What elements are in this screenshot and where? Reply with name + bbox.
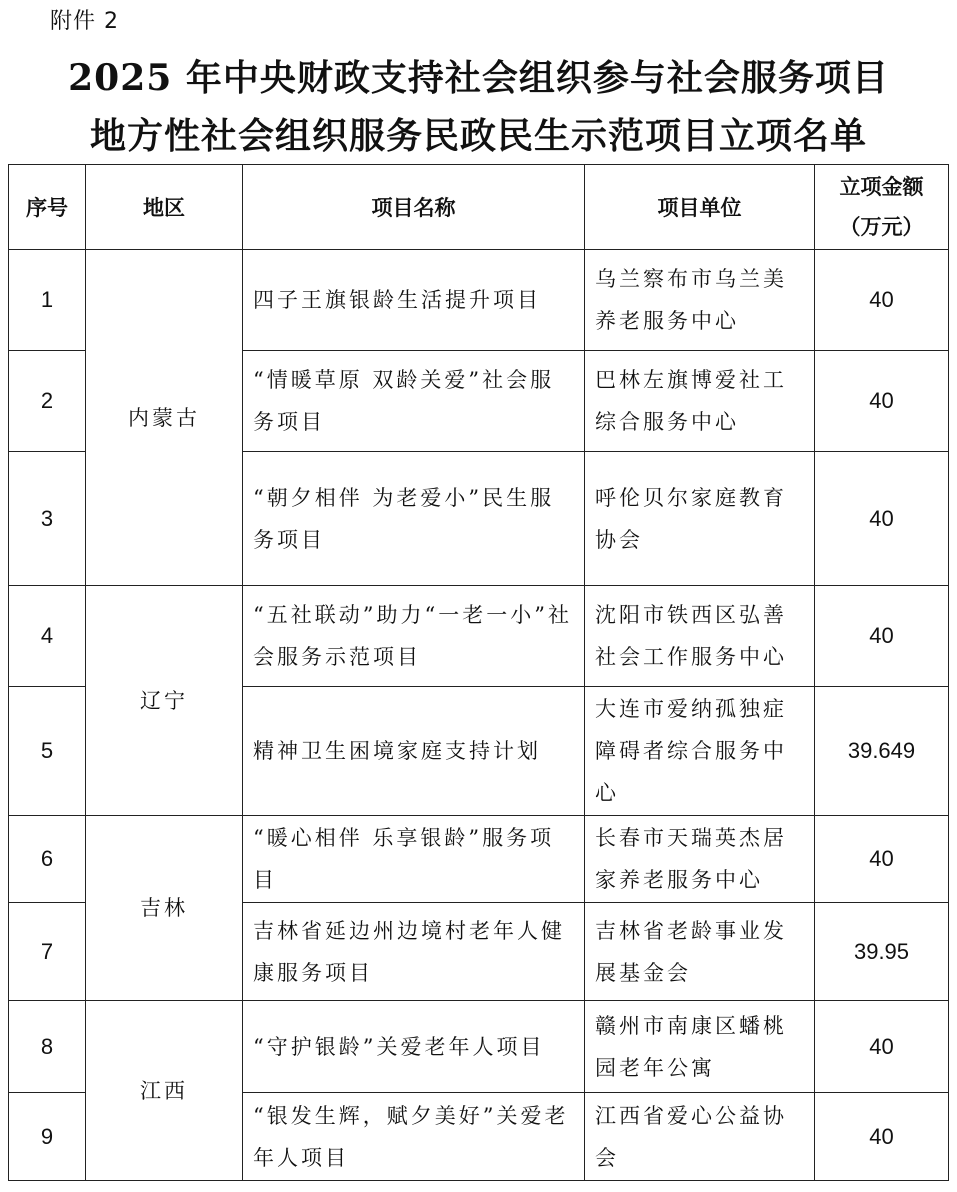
header-region: 地区 <box>86 165 243 250</box>
amount-cell: 40 <box>815 586 949 687</box>
region-cell: 江西 <box>86 1001 243 1181</box>
amount-cell: 40 <box>815 452 949 586</box>
project-table <box>8 164 949 1181</box>
header-amount-line1: 立项金额 <box>839 175 924 199</box>
seq-cell: 6 <box>9 816 86 903</box>
table-row <box>9 1001 949 1093</box>
project-name-cell: 精神卫生困境家庭支持计划 <box>243 687 585 816</box>
table-header-row <box>9 165 949 250</box>
project-unit-cell: 巴林左旗博爱社工综合服务中心 <box>585 351 815 452</box>
project-name-cell: “情暖草原 双龄关爱”社会服务项目 <box>243 351 585 452</box>
amount-cell: 40 <box>815 1001 949 1093</box>
project-unit-cell: 吉林省老龄事业发展基金会 <box>585 903 815 1001</box>
amount-cell: 39.95 <box>815 903 949 1001</box>
region-cell: 辽宁 <box>86 586 243 816</box>
region-cell: 吉林 <box>86 816 243 1001</box>
seq-cell: 1 <box>9 250 86 351</box>
table-row <box>9 250 949 351</box>
page-title-line-2: 地方性社会组织服务民政民生示范项目立项名单 <box>89 115 867 157</box>
amount-cell: 39.649 <box>815 687 949 816</box>
seq-cell: 7 <box>9 903 86 1001</box>
header-amount <box>815 165 949 250</box>
project-name-cell: 四子王旗银龄生活提升项目 <box>243 250 585 351</box>
project-name-cell: “朝夕相伴 为老爱小”民生服务项目 <box>243 452 585 586</box>
seq-cell: 4 <box>9 586 86 687</box>
amount-cell: 40 <box>815 1093 949 1181</box>
header-seq: 序号 <box>9 165 86 250</box>
project-name-cell: 吉林省延边州边境村老年人健康服务项目 <box>243 903 585 1001</box>
region-cell: 内蒙古 <box>86 250 243 586</box>
seq-cell: 9 <box>9 1093 86 1181</box>
header-amount-line2: （万元） <box>839 215 924 239</box>
seq-cell: 3 <box>9 452 86 586</box>
project-name-cell: “五社联动”助力“一老一小”社会服务示范项目 <box>243 586 585 687</box>
project-unit-cell: 江西省爱心公益协会 <box>585 1093 815 1181</box>
seq-cell: 8 <box>9 1001 86 1093</box>
amount-cell: 40 <box>815 816 949 903</box>
amount-cell: 40 <box>815 351 949 452</box>
project-unit-cell: 沈阳市铁西区弘善社会工作服务中心 <box>585 586 815 687</box>
header-unit: 项目单位 <box>585 165 815 250</box>
page-title-line-1: 2025 年中央财政支持社会组织参与社会服务项目 <box>68 57 889 99</box>
header-project: 项目名称 <box>243 165 585 250</box>
project-unit-cell: 大连市爱纳孤独症障碍者综合服务中心 <box>585 687 815 816</box>
seq-cell: 2 <box>9 351 86 452</box>
project-name-cell: “暖心相伴 乐享银龄”服务项目 <box>243 816 585 903</box>
amount-cell: 40 <box>815 250 949 351</box>
project-unit-cell: 乌兰察布市乌兰美养老服务中心 <box>585 250 815 351</box>
attachment-label: 附件 2 <box>50 9 119 34</box>
project-name-cell: “银发生辉，赋夕美好”关爱老年人项目 <box>243 1093 585 1181</box>
table-row <box>9 816 949 903</box>
project-unit-cell: 长春市天瑞英杰居家养老服务中心 <box>585 816 815 903</box>
seq-cell: 5 <box>9 687 86 816</box>
project-unit-cell: 呼伦贝尔家庭教育协会 <box>585 452 815 586</box>
table-row <box>9 586 949 687</box>
project-unit-cell: 赣州市南康区蟠桃园老年公寓 <box>585 1001 815 1093</box>
project-name-cell: “守护银龄”关爱老年人项目 <box>243 1001 585 1093</box>
